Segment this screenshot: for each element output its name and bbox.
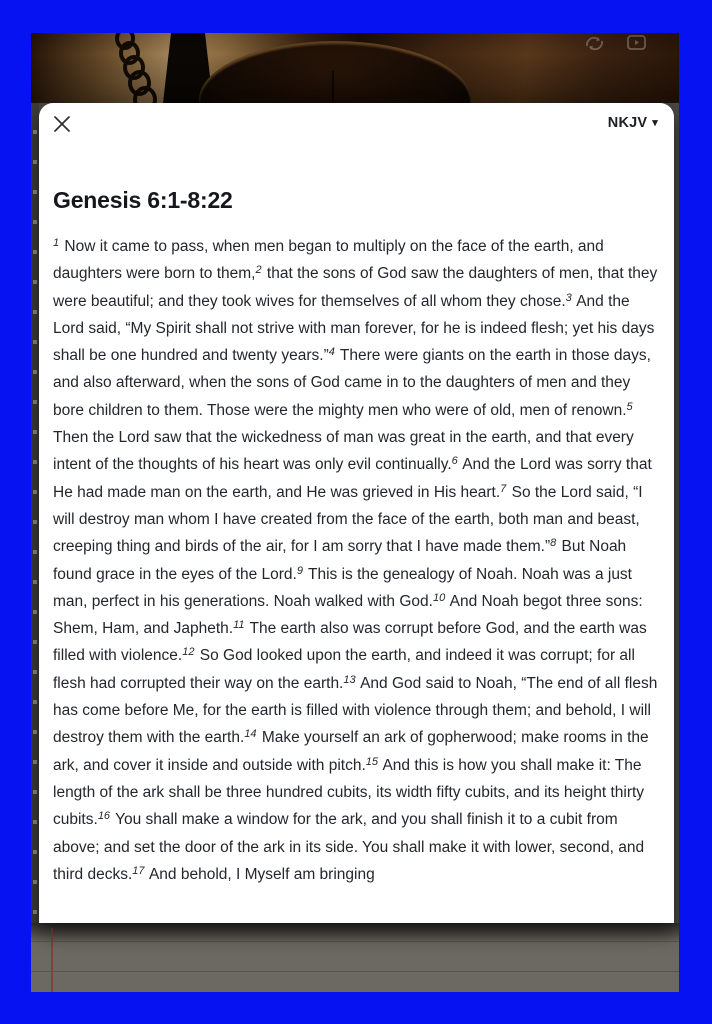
chevron-down-icon: ▾ <box>652 117 658 129</box>
close-icon[interactable] <box>52 114 72 134</box>
backdrop-right-sliver <box>674 103 679 992</box>
scale-cord <box>332 71 334 103</box>
video-icon[interactable] <box>627 35 646 50</box>
passage-text: $^1$ Now it came to pass, when men began to multiply on the face of the earth, and daughters were born to them,$^2$ that the sons of God saw the daughters of men, that they were beautiful; and they took wives for themselves of all whom they chose.$^3$ And the Lord said, “My Spirit shall not strive with man forever, for he is indeed flesh; yet his days shall be one hundred and twenty years.”$^4$ There were giants on the earth in those days, and also afterward, when the sons of God came in to the daughters of men and they bore children to them. Those were the mighty men who were of old, men of renown.$^5$ Then the Lord saw that the wickedness of man was great in the earth, and that every intent of the thoughts of his heart was only evil continually.$^6$ And the Lord was sorry that He had made man on the earth, and He was grieved in His heart.$^7$ So the Lord said, “I will destroy man whom I have created from the face of the earth, both man and beast, creeping thing and birds of the air, for I am sorry that I have made them.”$^8$ But Noah found grace in the eyes of the Lord.$^9$ This is the genealogy of Noah. Noah was a just man, perfect in his generations. Noah walked with God.$^{10}$ And Noah begot three sons: Shem, Ham, and Japheth.$^{11}$ The earth also was corrupt before God, and the earth was filled with violence.$^{12}$ So God looked upon the earth, and indeed it was corrupt; for all flesh had corrupted their way on the earth.$^{13}$ And God said to Noah, “The end of all flesh has come before Me, for the earth is filled with violence through them; and behold, I will destroy them with the earth.$^{14}$ Make yourself an ark of gopherwood; make rooms in the ark, and cover it inside and outside with pitch.$^{15}$ And this is how you shall make it: The length of the ark shall be three hundred cubits, its width fifty cubits, and its height thirty cubits.$^{16}$ You shall make a window for the ark, and you shall finish it to a cubit from above; and set the door of the ark in its side. You shall make it with lower, second, and third decks.$^{17}$ And behold, I Myself am bringing <box>53 237 658 883</box>
chain-link <box>119 41 140 65</box>
backdrop-left-sliver <box>31 103 39 992</box>
chain-link <box>123 55 145 80</box>
modal-header <box>39 103 674 147</box>
translation-label: NKJV <box>607 115 648 131</box>
chain-link <box>133 86 157 103</box>
backdrop-row-line <box>31 971 679 972</box>
backdrop-column-line <box>51 928 53 992</box>
passage-modal <box>39 103 674 923</box>
sync-icon[interactable] <box>584 36 605 51</box>
chain-link <box>115 33 135 50</box>
translation-selector[interactable] <box>608 115 658 131</box>
modal-shadow <box>31 923 679 943</box>
backdrop-row-line <box>31 941 679 942</box>
header-photo <box>31 33 679 103</box>
backdrop-bottom-rows <box>31 923 679 992</box>
scale-bowl <box>199 41 471 103</box>
passage-title: Genesis 6:1-8:22 <box>53 187 233 213</box>
chain-link <box>128 70 151 96</box>
scale-post <box>31 33 679 103</box>
app-content <box>31 33 679 992</box>
